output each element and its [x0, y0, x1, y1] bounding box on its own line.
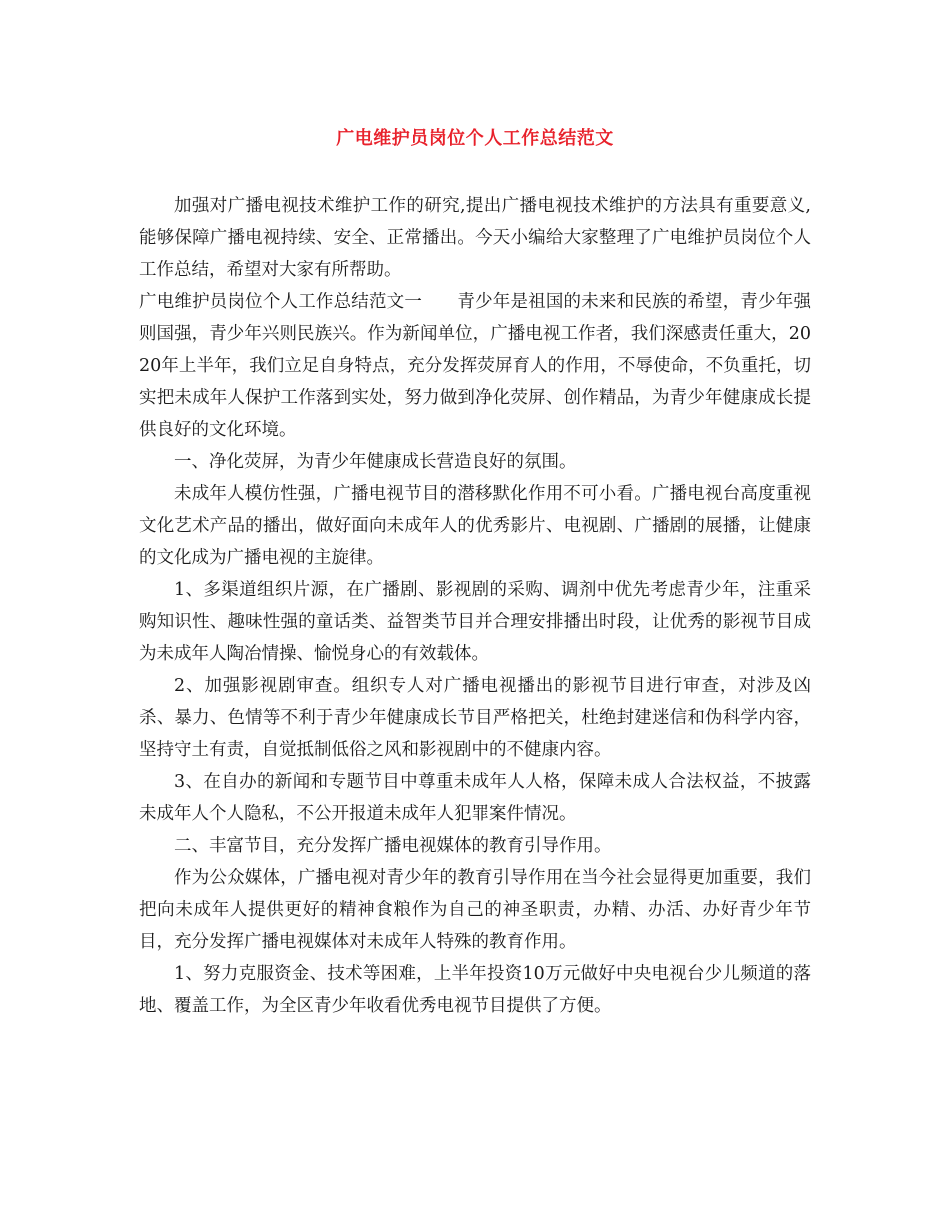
paragraph-intro: 加强对广播电视技术维护工作的研究,提出广播电视技术维护的方法具有重要意义,能够保障广播电视持续、安全、正常播出。今天小编给大家整理了广电维护员岗位个人工作总结，希望对大家有所帮助。 — [139, 196, 811, 280]
paragraph-item-3: 3、在自办的新闻和专题节目中尊重未成年人人格，保障未成人合法权益，不披露未成年人个人隐私，不公开报道未成年人犯罪案件情况。 — [139, 772, 811, 824]
paragraph-item-2: 2、加强影视剧审查。组织专人对广播电视播出的影视节目进行审查，对涉及凶杀、暴力、色情等不利于青少年健康成长节目严格把关，杜绝封建迷信和伪科学内容，坚持守土有责，自觉抵制低俗之风和影视剧中的不健康内容。 — [139, 676, 811, 760]
paragraph-item-1: 1、努力克服资金、技术等困难，上半年投资10万元做好中央电视台少儿频道的落地、覆盖工作，为全区青少年收看优秀电视节目提供了方便。 — [139, 964, 811, 1016]
paragraph-item-1: 1、多渠道组织片源，在广播剧、影视剧的采购、调剂中优先考虑青少年，注重采购知识性、趣味性强的童话类、益智类节目并合理安排播出时段，让优秀的影视节目成为未成年人陶冶情操、愉悦身心的有效载体。 — [139, 580, 811, 664]
paragraph-section-one-opening: 广电维护员岗位个人工作总结范文一 青少年是祖国的未来和民族的希望，青少年强则国强，青少年兴则民族兴。作为新闻单位，广播电视工作者，我们深感责任重大，2020年上半年，我们立足自身特点，充分发挥荧屏育人的作用，不辱使命，不负重托，切实把未成年人保护工作落到实处，努力做到净化荧屏、创作精品，为青少年健康成长提供良好的文化环境。 — [139, 292, 811, 440]
paragraph-body: 未成年人模仿性强，广播电视节目的潜移默化作用不可小看。广播电视台高度重视文化艺术产品的播出，做好面向未成年人的优秀影片、电视剧、广播剧的展播，让健康的文化成为广播电视的主旋律。 — [139, 484, 811, 568]
paragraph-heading-1: 一、净化荧屏，为青少年健康成长营造良好的氛围。 — [174, 452, 577, 472]
document-body — [139, 190, 811, 1022]
document-title: 广电维护员岗位个人工作总结范文 — [336, 128, 614, 149]
paragraph-body: 作为公众媒体，广播电视对青少年的教育引导作用在当今社会显得更加重要，我们把向未成年人提供更好的精神食粮作为自己的神圣职责，办精、办活、办好青少年节目，充分发挥广播电视媒体对未成年人特殊的教育作用。 — [139, 868, 811, 952]
paragraph-heading-2: 二、丰富节目，充分发挥广播电视媒体的教育引导作用。 — [174, 836, 612, 856]
